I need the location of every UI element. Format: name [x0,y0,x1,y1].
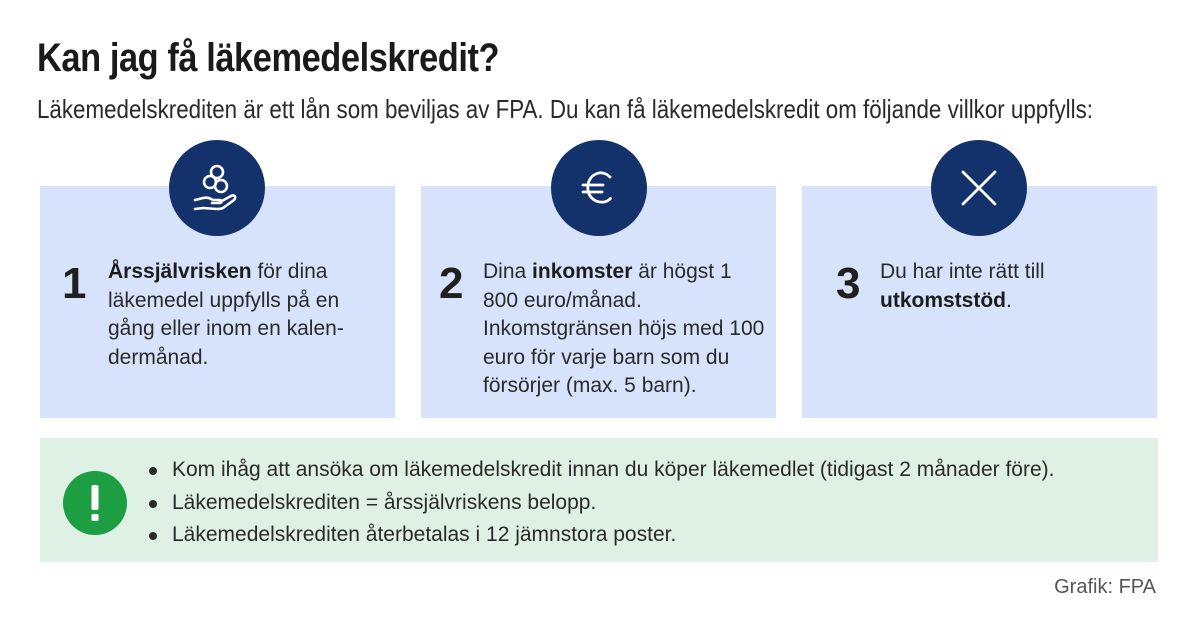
list-item: Läkemedelskrediten återbetalas i 12 jämnstora poster. [148,519,1054,552]
list-item: Läkemedelskrediten = årssjälvriskens belopp. [148,487,1054,520]
list-item: Kom ihåg att ansöka om läkemedelskredit innan du köper läkemedlet (tidigast 2 månader före). [148,454,1054,487]
condition-number: 3 [836,259,861,308]
notice-box [40,438,1158,562]
condition-text-rest: är högst 1 800 euro/månad. Inkomstgränsen höjs med 100 euro för varje barn som du försörjer (max. 5 barn). [483,260,765,397]
condition-text-lead: Du har inte rätt till [880,260,1045,283]
page-subtitle: Läkemedelskrediten är ett lån som beviljas av FPA. Du kan få läkemedelskredit om följande villkor uppfylls: [37,94,1093,124]
euro-icon [551,140,647,236]
condition-text-rest: . [1006,288,1012,312]
condition-number: 1 [62,259,87,308]
condition-text-rest: för dina läkemedel uppfylls på en gång eller inom en kalen-dermånad. [108,260,344,369]
hand-with-coins-icon [169,140,265,236]
condition-text [108,258,378,372]
condition-text [880,258,1150,315]
cross-icon [931,140,1027,236]
condition-number: 2 [439,259,464,308]
page-title: Kan jag få läkemedelskredit? [37,36,500,80]
graphic-credit: Grafik: FPA [1054,576,1156,598]
condition-keyword: inkomster [532,260,633,283]
condition-keyword: utkomststöd [880,288,1006,312]
condition-text [483,258,768,401]
condition-keyword: Årssjälvrisken [108,260,252,283]
exclamation-icon [63,471,127,535]
notice-list [148,454,1054,552]
condition-text-lead: Dina [483,260,533,283]
